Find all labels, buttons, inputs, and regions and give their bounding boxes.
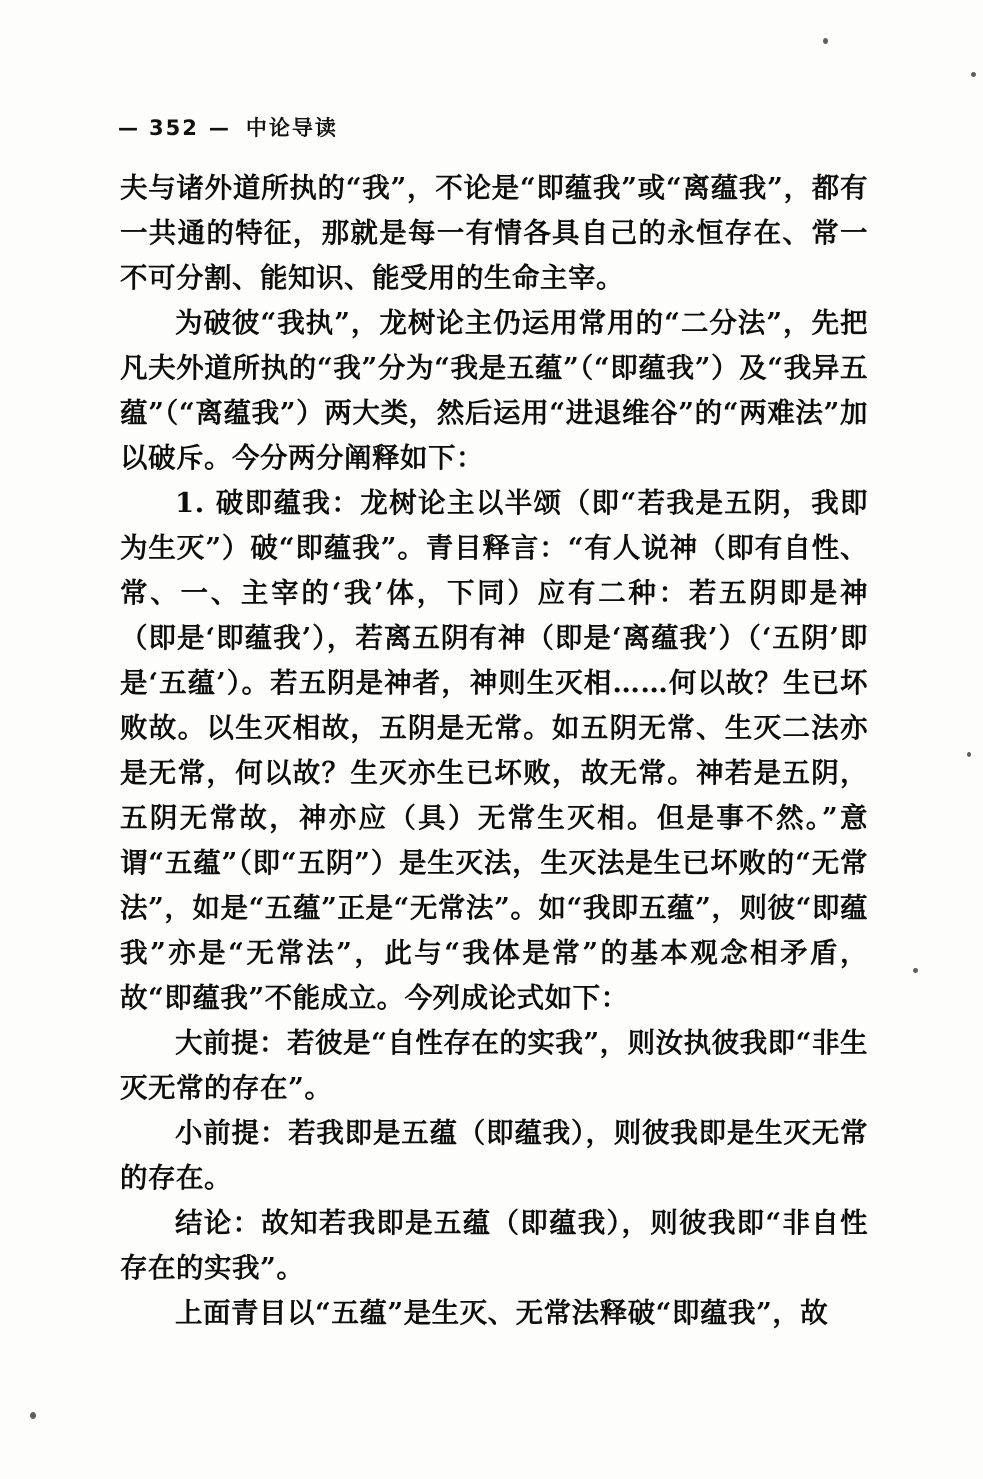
paragraph: 为破彼“我执”，龙树论主仍运用常用的“二分法”，先把凡夫外道所执的“我”分为“我是五蕴”（“即蕴我”）及“我异五蕴”（“离蕴我”）两大类，然后运用“进退维谷”的“两难法”加以破斥。今分两分阐释如下： <box>120 307 868 474</box>
paragraph: 夫与诸外道所执的“我”，不论是“即蕴我”或“离蕴我”，都有一共通的特征，那就是每一有情各具自己的永恒存在、常一不可分割、能知识、能受用的生命主宰。 <box>120 172 868 294</box>
scan-speck <box>913 968 918 973</box>
scan-speck <box>971 72 976 77</box>
header-dash-right: — <box>208 116 230 140</box>
header-dash-left: — <box>118 116 139 140</box>
paragraph: 大前提：若彼是“自性存在的实我”，则汝执彼我即“非生灭无常的存在”。 <box>120 1027 868 1104</box>
paragraph: 1. 破即蕴我：龙树论主以半颂（即“若我是五阴，我即为生灭”）破“即蕴我”。青目释言：“有人说神（即有自性、常、一、主宰的‘我’体，下同）应有二种：若五阴即是神（即是‘即蕴我’），若离五阴有神（即是‘离蕴我’）（‘五阴’即是‘五蕴’）。若五阴是神者，神则生灭相……何以故？生已坏败故。以生灭相故，五阴是无常。如五阴无常、生灭二法亦是无常，何以故？生灭亦生已坏败，故无常。神若是五阴，五阴无常故，神亦应（具）无常生灭相。但是事不然。”意谓“五蕴”（即“五阴”）是生灭法，生灭法是生已坏败的“无常法”，如是“五蕴”正是“无常法”。如“我即五蕴”，则彼“即蕴我”亦是“无常法”，此与“我体是常”的基本观念相矛盾，故“即蕴我”不能成立。今列成论式如下： <box>120 487 868 1014</box>
paragraph: 小前提：若我即是五蕴（即蕴我），则彼我即是生灭无常的存在。 <box>120 1117 868 1194</box>
page-number: 352 <box>149 116 199 140</box>
paragraph: 上面青目以“五蕴”是生灭、无常法释破“即蕴我”，故 <box>175 1297 829 1329</box>
scan-speck <box>823 38 828 44</box>
page-body <box>120 166 868 1336</box>
paragraph: 结论：故知若我即是五蕴（即蕴我），则彼我即“非自性存在的实我”。 <box>120 1207 868 1284</box>
scan-speck <box>967 752 971 757</box>
page-header <box>118 112 338 142</box>
book-title: 中论导读 <box>245 116 338 140</box>
scan-speck <box>30 1412 36 1419</box>
